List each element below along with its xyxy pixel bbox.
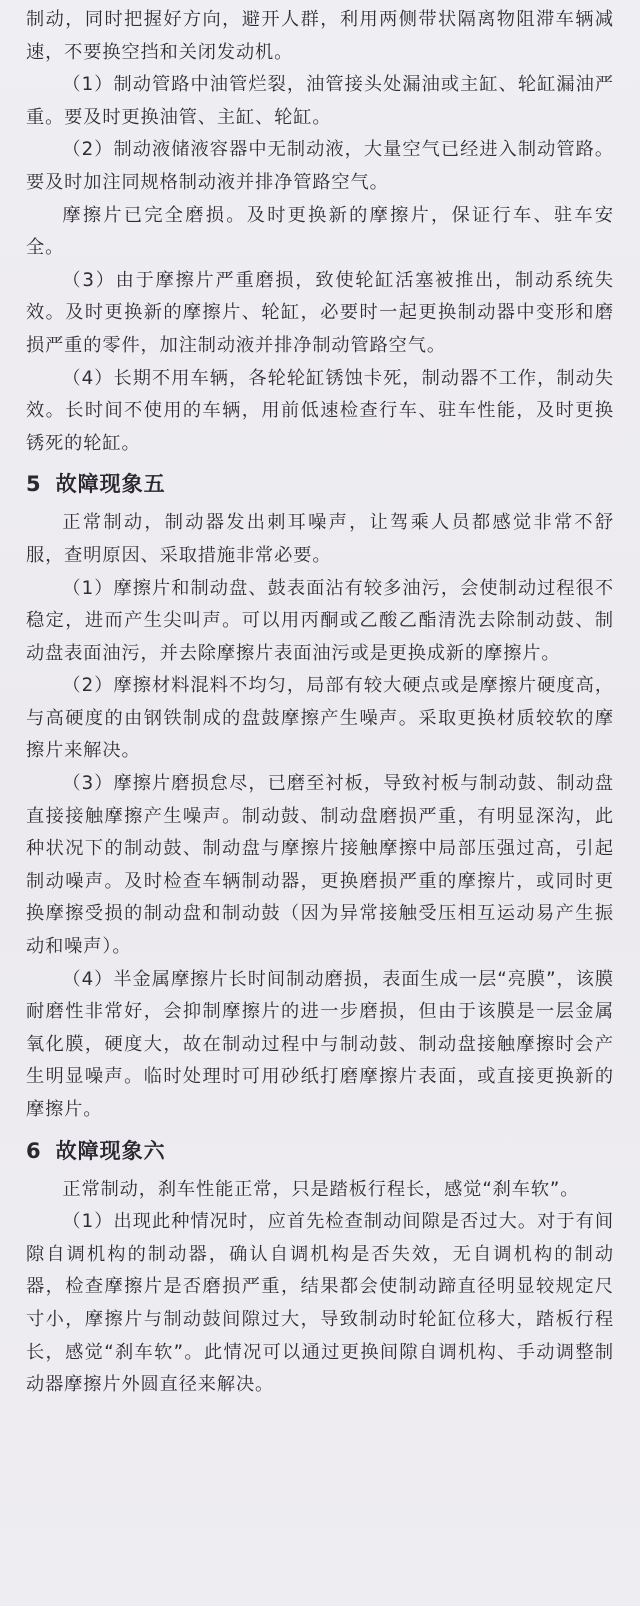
paragraph-section5-item-1: （1）摩擦片和制动盘、鼓表面沾有较多油污，会使制动过程很不稳定，进而产生尖叫声。可以用丙酮或乙酸乙酯清洗去除制动鼓、制动盘表面油污，并去除摩擦片表面油污或是更换成新的摩擦片。	[26, 577, 614, 664]
section-number: 6	[26, 1138, 42, 1163]
paragraph-section5-item-3: （3）摩擦片磨损怠尽，已磨至衬板，导致衬板与制动鼓、制动盘直接接触摩擦产生噪声。制动鼓、制动盘磨损严重，有明显深沟，此种状况下的制动鼓、制动盘与摩擦片接触摩擦中局部压强过高，引起制动噪声。及时检查车辆制动器，更换磨损严重的摩擦片，或同时更换摩擦受损的制动盘和制动鼓（因为异常接触受压相互运动易产生振动和噪声）。	[26, 773, 614, 958]
section-heading-5	[26, 467, 614, 501]
paragraph-section5-item-4: （4）半金属摩擦片长时间制动磨损，表面生成一层“亮膜”，该膜耐磨性非常好，会抑制摩擦片的进一步磨损，但由于该膜是一层金属氧化膜，硬度大，故在制动过程中与制动鼓、制动盘接触摩擦时会产生明显噪声。临时处理时可用砂纸打磨摩擦片表面，或直接更换新的摩擦片。	[26, 968, 614, 1120]
paragraph-item-3: （3）由于摩擦片严重磨损，致使轮缸活塞被推出，制动系统失效。及时更换新的摩擦片、轮缸，必要时一起更换制动器中变形和磨损严重的零件，加注制动液并排净制动管路空气。	[26, 269, 614, 356]
paragraph-item-2: （2）制动液储液容器中无制动液，大量空气已经进入制动管路。要及时加注同规格制动液并排净管路空气。	[26, 139, 614, 193]
paragraph-item-1: （1）制动管路中油管烂裂，油管接头处漏油或主缸、轮缸漏油严重。要及时更换油管、主缸、轮缸。	[26, 74, 614, 128]
paragraph-section6-item-1: （1）出现此种情况时，应首先检查制动间隙是否过大。对于有间隙自调机构的制动器，确认自调机构是否失效，无自调机构的制动器，检查摩擦片是否磨损严重，结果都会使制动蹄直径明显较规定尺寸小，摩擦片与制动鼓间隙过大，导致制动时轮缸位移大，踏板行程长，感觉“刹车软”。此情况可以通过更换间隙自调机构、手动调整制动器摩擦片外圆直径来解决。	[26, 1211, 614, 1396]
section-title: 故障现象六	[55, 1138, 166, 1163]
section-number: 5	[26, 472, 42, 497]
paragraph-section6-intro: 正常制动，刹车性能正常，只是踏板行程长，感觉“刹车软”。	[62, 1178, 580, 1200]
paragraph-item-4: （4）长期不用车辆，各轮轮缸锈蚀卡死，制动器不工作，制动失效。长时间不使用的车辆，用前低速检查行车、驻车性能，及时更换锈死的轮缸。	[26, 367, 614, 454]
paragraph-pad-worn: 摩擦片已完全磨损。及时更换新的摩擦片，保证行车、驻车安全。	[26, 204, 614, 259]
paragraph-section5-item-2: （2）摩擦材料混料不均匀，局部有较大硬点或是摩擦片硬度高，与高硬度的由钢铁制成的盘鼓摩擦产生噪声。采取更换材质较软的摩擦片来解决。	[26, 675, 614, 762]
section-title: 故障现象五	[55, 472, 166, 497]
paragraph-section5-intro: 正常制动，制动器发出刺耳噪声，让驾乘人员都感觉非常不舒服，查明原因、采取措施非常必要。	[26, 512, 614, 566]
paragraph-intro-continued: 制动，同时把握好方向，避开人群，利用两侧带状隔离物阻滞车辆减速，不要换空挡和关闭发动机。	[26, 9, 614, 63]
section-heading-6	[26, 1134, 614, 1168]
